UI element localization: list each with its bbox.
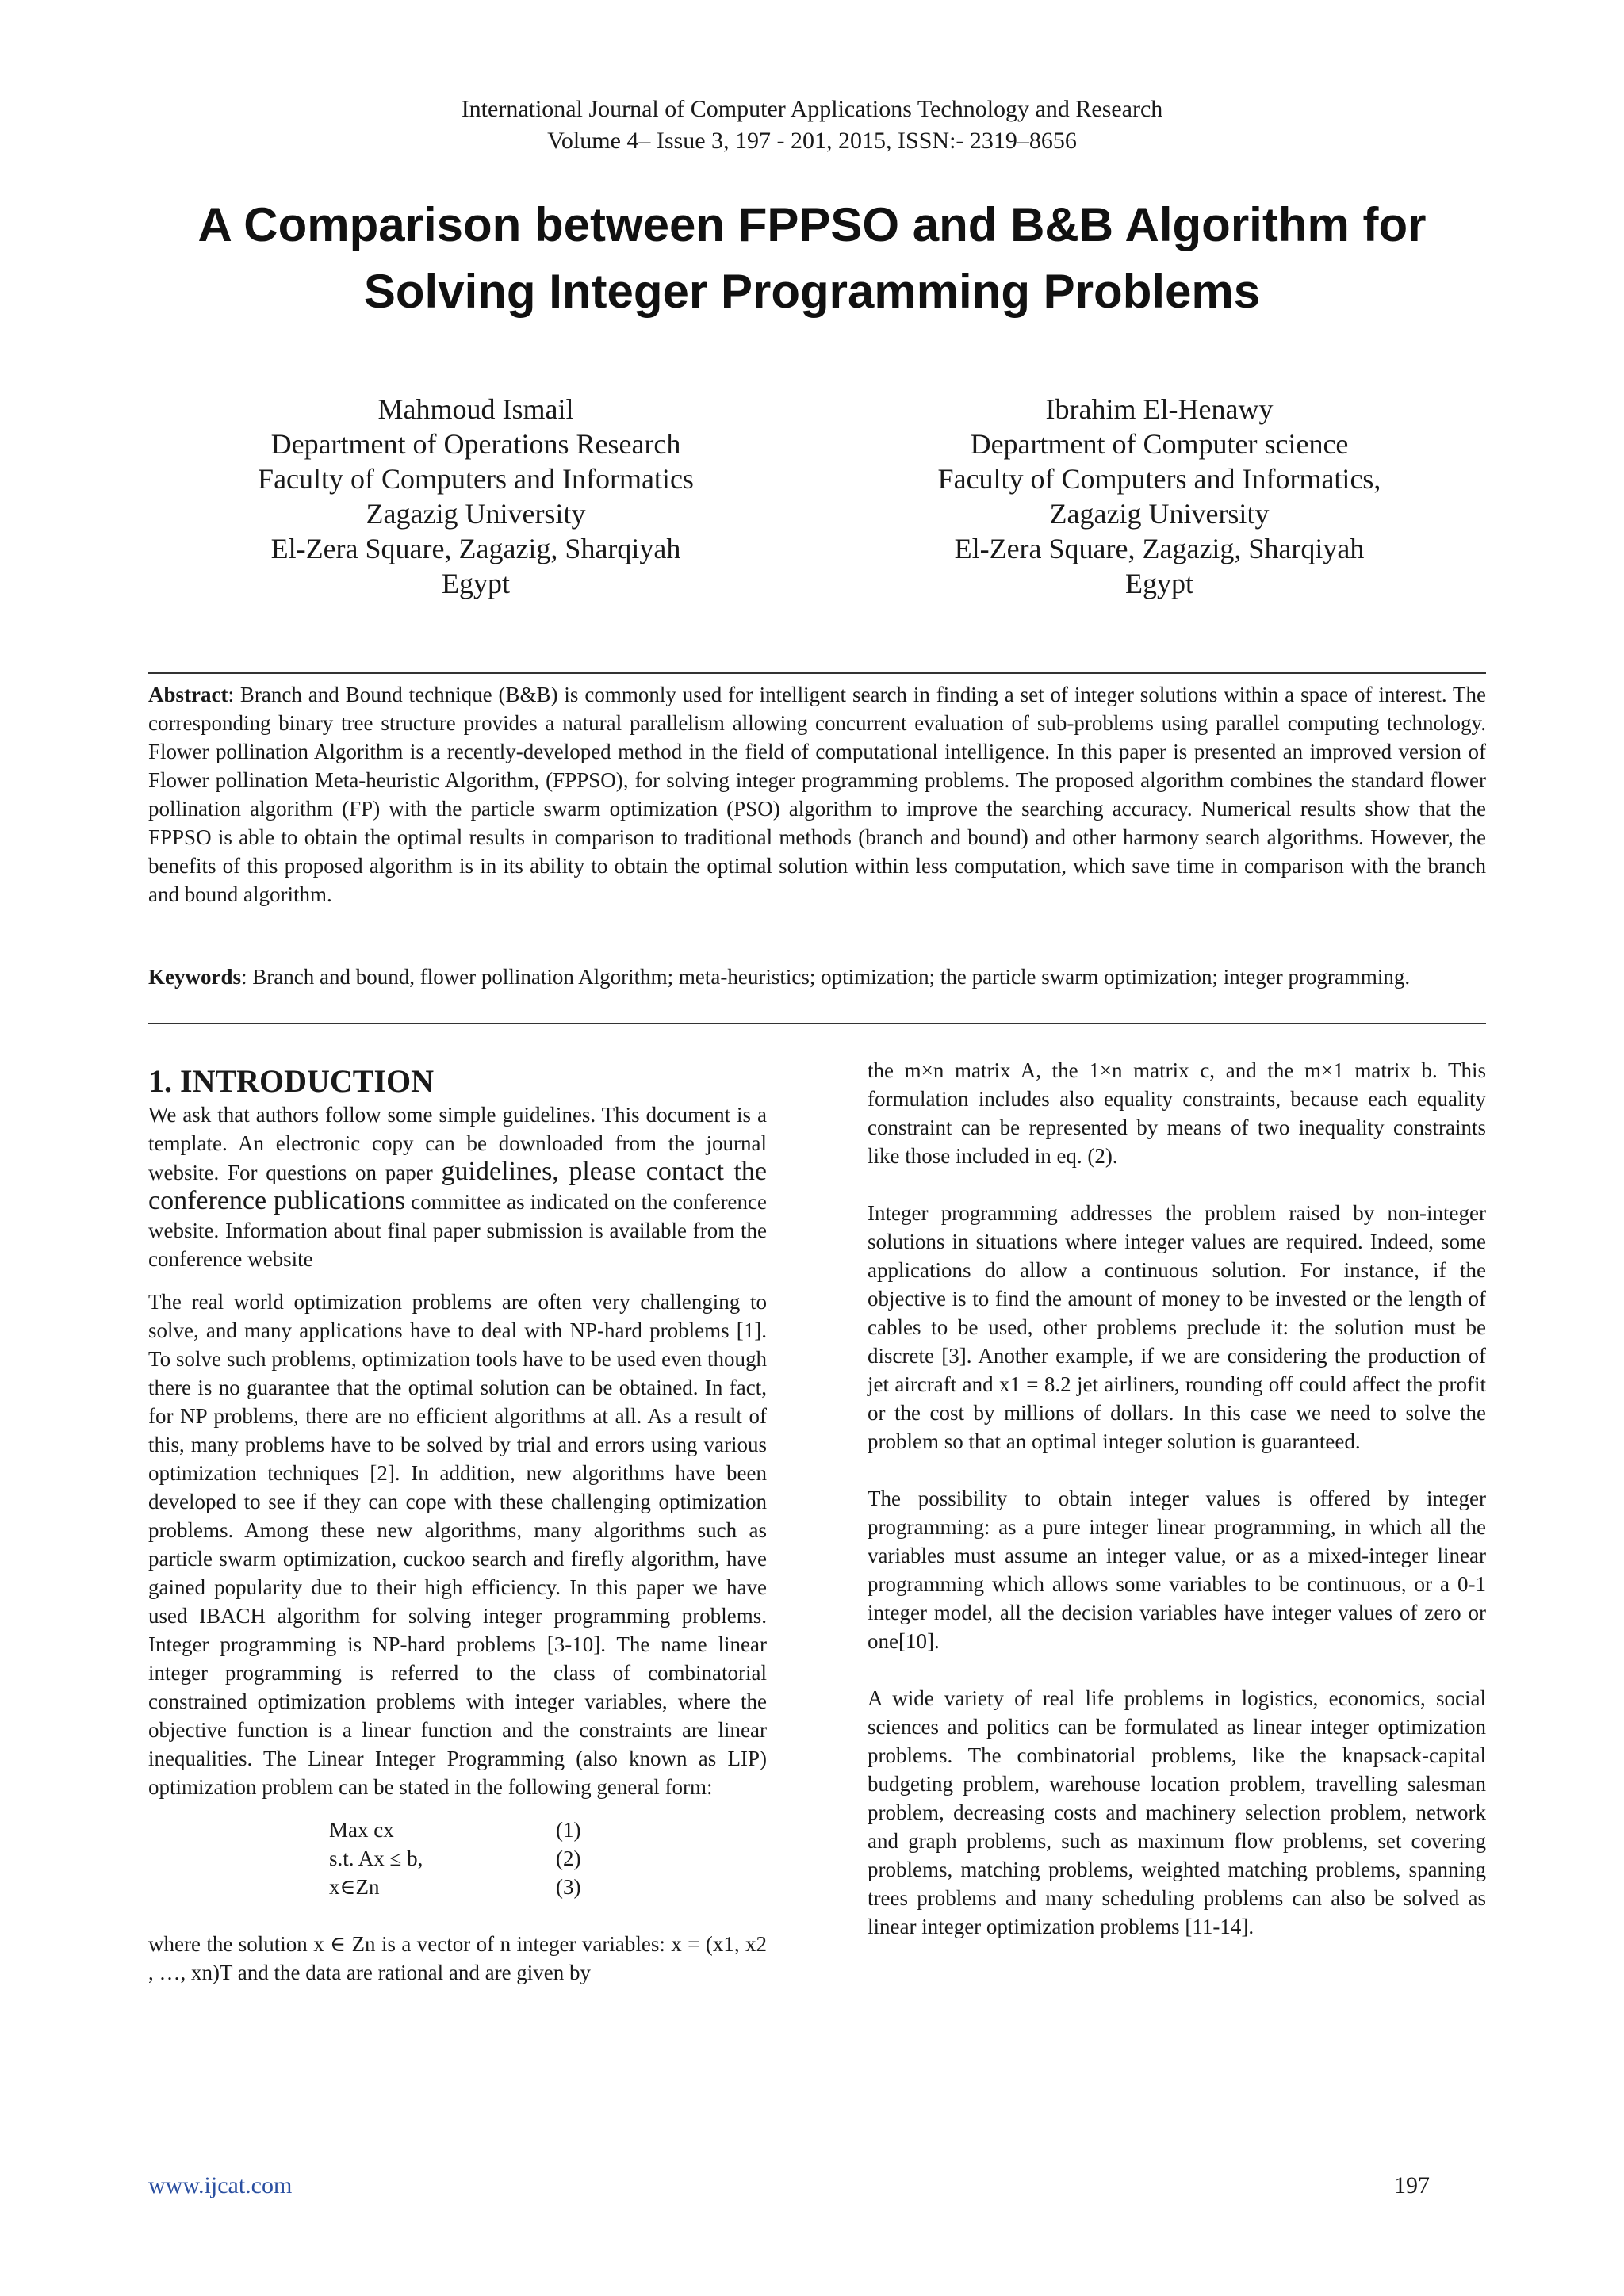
equation-expression: x∈Zn [329,1875,380,1899]
author-address: El-Zera Square, Zagazig, Sharqiyah [270,533,681,564]
author-faculty: Faculty of Computers and Informatics, [937,463,1381,495]
abstract-text: : Branch and Bound technique (B&B) is commonly used for intelligent search in finding a set of integer solutions within a space of interest. The corresponding binary tree structure provides a natural parallelism allowing concurrent evaluation of sub-problems using parallel computing technology. Flower pollination Algorithm is a recently-developed method in the field of computational intelligence. In this paper is presented an improved version of Flower pollination Meta-heuristic Algorithm, (FPPSO), for solving integer programming problems. The proposed algorithm combines the standard flower pollination algorithm (FP) with the particle swarm optimization (PSO) algorithm to improve the searching accuracy. Numerical results show that the FPPSO is able to obtain the optimal results in comparison to traditional methods (branch and bound) and other harmony search algorithms. However, the benefits of this proposed algorithm is in its ability to obtain the optimal solution within less computation, which save time in comparison with the branch and bound algorithm. [148,683,1486,906]
equation-number: (3) [556,1875,581,1899]
author-address: El-Zera Square, Zagazig, Sharqiyah [954,533,1365,564]
section-heading-introduction: 1. INTRODUCTION [148,1063,435,1099]
equation-block [329,1816,603,1901]
right-column [868,1056,1486,1955]
keywords-text: : Branch and bound, flower pollination Algorithm; meta-heuristics; optimization; the particle swarm optimization; integer programming. [241,965,1411,989]
author-university: Zagazig University [366,498,586,530]
abstract-label: Abstract [148,683,228,706]
keywords-label: Keywords [148,965,241,989]
author-country: Egypt [442,568,510,599]
author-name: Mahmoud Ismail [377,393,574,425]
page-number: 197 [1394,2172,1430,2198]
journal-name: International Journal of Computer Applications Technology and Research [461,96,1163,122]
author-department: Department of Operations Research [270,428,681,460]
abstract-top-rule [148,672,1486,674]
right-paragraph-4: A wide variety of real life problems in logistics, economics, social sciences and politics can be formulated as linear integer optimization problems. The combinatorial problems, like the knapsack-capital budgeting problem, warehouse location problem, travelling salesman problem, decreasing costs and machinery selection problem, network and graph problems, such as maximum flow problems, set covering problems, matching problems, weighted matching problems, spanning trees problems and many scheduling problems can also be solved as linear integer optimization problems [11-14]. [868,1686,1486,1938]
author-university: Zagazig University [1049,498,1270,530]
paper-title-line-2: Solving Integer Programming Problems [363,265,1261,318]
journal-volume: Volume 4– Issue 3, 197 - 201, 2015, ISSN:- 2319–8656 [547,128,1077,154]
left-column [148,1056,767,2001]
intro-paragraph-1 [148,1100,767,1273]
equation-number: (1) [556,1818,581,1842]
paper-title [119,192,1505,325]
paper-title-line-1: A Comparison between FPPSO and B&B Algorithm for [197,198,1427,251]
author-country: Egypt [1125,568,1193,599]
footer-website-link[interactable]: www.ijcat.com [148,2172,293,2198]
equation-number: (2) [556,1846,581,1870]
keywords-bottom-rule [148,1023,1486,1024]
equation-expression: Max cx [329,1818,394,1842]
equation-row [329,1873,603,1901]
intro-p1-text-a: We ask that authors follow some simple guidelines. This document is a template. An electronic copy can be downloaded from the journal website. For questions on paper [148,1103,767,1184]
keywords [148,962,1486,991]
abstract [148,680,1486,909]
author-department: Department of Computer science [970,428,1349,460]
author-block-1 [174,392,777,601]
equation-row [329,1844,603,1873]
right-paragraph-2: Integer programming addresses the problem raised by non-integer solutions in situations where integer values are required. Indeed, some applications do allow a continuous solution. For instance, if the objective is to find the amount of money to be invested or the length of cables to be used, other problems preclude it: the solution must be discrete [3]. Another example, if we are considering the production of jet aircraft and x1 = 8.2 jet airliners, rounding off could affect the profit or the cost by millions of dollars. In this case we need to solve the problem so that an optimal integer solution is guaranteed. [868,1201,1486,1453]
equation-row [329,1816,603,1844]
right-paragraph-1: the m×n matrix A, the 1×n matrix c, and the m×1 matrix b. This formulation includes also equality constraints, because each equality constraint can be represented by means of two inequality constraints like those included in eq. (2). [868,1058,1486,1168]
author-faculty: Faculty of Computers and Informatics [258,463,694,495]
journal-header [0,94,1624,157]
intro-p1-text-large: guidelines, please contact the conference publications [148,1157,768,1215]
equation-expression: s.t. Ax ≤ b, [329,1846,423,1870]
intro-paragraph-3: where the solution x ∈ Zn is a vector of n integer variables: x = (x1, x2 , …, xn)T and the data are rational and are given by [148,1932,767,1984]
intro-paragraph-2: The real world optimization problems are often very challenging to solve, and many applications have to deal with NP-hard problems [1]. To solve such problems, optimization tools have to be used even though there is no guarantee that the optimal solution can be obtained. In fact, for NP problems, there are no efficient algorithms at all. As a result of this, many problems have to be solved by trial and errors using various optimization techniques [2]. In addition, new algorithms have been developed to see if they can cope with these challenging optimization problems. Among these new algorithms, many algorithms such as particle swarm optimization, cuckoo search and firefly algorithm, have gained popularity due to their high efficiency. In this paper we have used IBACH algorithm for solving integer programming problems. Integer programming is NP-hard problems [3-10]. The name linear integer programming is referred to the class of combinatorial constrained optimization problems with integer variables, where the objective function is a linear function and the constraints are linear inequalities. The Linear Integer Programming (also known as LIP) optimization problem can be stated in the following general form: [148,1290,767,1799]
author-block-2 [858,392,1461,601]
author-name: Ibrahim El-Henawy [1045,393,1274,425]
right-paragraph-3: The possibility to obtain integer values is offered by integer programming: as a pure integer linear programming, in which all the variables must assume an integer value, or as a mixed-integer linear programming which allows some variables to be continuous, or a 0-1 integer model, all the decision variables have integer values of zero or one[10]. [868,1487,1486,1653]
intro-p1-text-b: committee as indicated on the conference website. Information about final paper submission is available from the conference website [148,1190,768,1271]
